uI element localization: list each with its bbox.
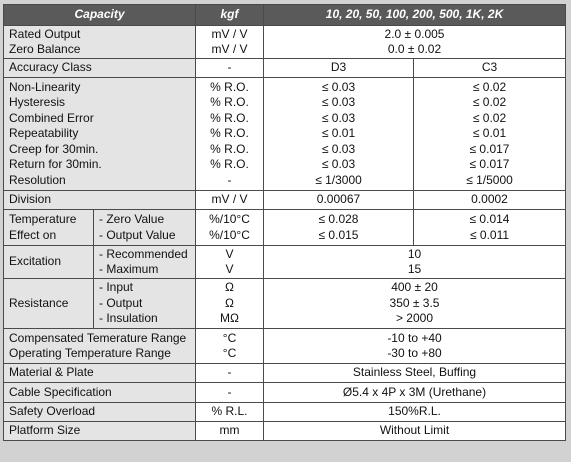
excitation-unit: V	[225, 262, 234, 276]
resistance-sub: - Output	[99, 295, 143, 310]
temprange-labels	[4, 329, 196, 364]
perf-label: Non-Linearity	[9, 80, 81, 95]
temp-c3-value: ≤ 0.014	[469, 212, 510, 227]
resistance-sub: - Input	[99, 280, 134, 295]
excitation-values	[264, 246, 566, 279]
row-temperature-range	[4, 329, 566, 364]
row-output	[4, 26, 566, 59]
resistance-unit: MΩ	[220, 311, 239, 326]
perf-c3-value: ≤ 0.017	[469, 141, 510, 156]
cable-unit: -	[196, 383, 264, 403]
perf-unit: % R.O.	[210, 157, 249, 172]
temprange-label: Compensated Temerature Range	[9, 330, 187, 345]
temprange-units	[196, 329, 264, 364]
resistance-unit: Ω	[225, 295, 234, 310]
rated-output-value: 2.0 ± 0.005	[384, 26, 445, 41]
rated-output-unit: mV / V	[211, 26, 248, 41]
platform-value: Without Limit	[264, 422, 566, 441]
division-unit: mV / V	[196, 191, 264, 210]
excitation-units	[196, 246, 264, 279]
zero-balance-value: 0.0 ± 0.02	[387, 42, 442, 56]
resistance-label: Resistance	[4, 279, 94, 329]
excitation-sub: - Recommended	[99, 246, 188, 261]
temprange-label: Operating Temperature Range	[9, 346, 171, 360]
temprange-unit: °C	[222, 330, 237, 345]
row-cable	[4, 383, 566, 403]
perf-c3-value: ≤ 0.02	[472, 110, 507, 125]
row-material	[4, 364, 566, 383]
perf-unit: % R.O.	[210, 80, 249, 95]
perf-c3-value: ≤ 1/5000	[466, 172, 513, 187]
perf-d3-value: ≤ 1/3000	[315, 172, 362, 187]
overload-label: Safety Overload	[4, 403, 196, 422]
header-capacity: Capacity	[4, 5, 196, 26]
row-overload	[4, 403, 566, 422]
overload-value: 150%R.L.	[264, 403, 566, 422]
row-performance	[4, 78, 566, 191]
temp-unit: %/10°C	[209, 227, 250, 242]
resistance-value: > 2000	[395, 311, 434, 326]
overload-unit: % R.L.	[196, 403, 264, 422]
temp-c3	[414, 210, 566, 246]
excitation-value: 10	[407, 246, 422, 261]
perf-d3-value: ≤ 0.01	[321, 126, 356, 141]
perf-label: Creep for 30min.	[9, 141, 99, 156]
rated-output-label: Rated Output	[9, 26, 81, 41]
temp-subs	[94, 210, 196, 246]
accuracy-c3: C3	[414, 59, 566, 78]
resistance-values	[264, 279, 566, 329]
perf-d3-value: ≤ 0.03	[321, 110, 356, 125]
performance-units	[196, 78, 264, 191]
zero-balance-label: Zero Balance	[9, 42, 81, 56]
perf-c3-value: ≤ 0.017	[469, 157, 510, 172]
perf-label: Repeatability	[9, 126, 79, 141]
resistance-value: 350 ± 3.5	[389, 295, 440, 310]
perf-label: Resolution	[9, 172, 66, 187]
row-platform	[4, 422, 566, 441]
performance-labels	[4, 78, 196, 191]
performance-d3	[264, 78, 414, 191]
perf-d3-value: ≤ 0.03	[321, 141, 356, 156]
accuracy-label: Accuracy Class	[4, 59, 196, 78]
row-division	[4, 191, 566, 210]
perf-unit: -	[227, 172, 232, 187]
temp-sub: - Output Value	[99, 227, 176, 242]
row-temperature-effect	[4, 210, 566, 246]
header-unit: kgf	[196, 5, 264, 26]
material-unit: -	[196, 364, 264, 383]
cable-label: Cable Specification	[4, 383, 196, 403]
perf-d3-value: ≤ 0.03	[321, 80, 356, 95]
temp-label: Effect on	[9, 227, 57, 242]
perf-label: Return for 30min.	[9, 157, 102, 172]
perf-label: Combined Error	[9, 110, 94, 125]
row-excitation	[4, 246, 566, 279]
resistance-unit: Ω	[225, 280, 234, 295]
output-units	[196, 26, 264, 59]
temp-d3-value: ≤ 0.015	[318, 227, 359, 242]
resistance-sub: - Insulation	[99, 311, 158, 326]
excitation-unit: V	[225, 246, 234, 261]
material-label: Material & Plate	[4, 364, 196, 383]
performance-c3	[414, 78, 566, 191]
temp-label: Temperature	[9, 212, 77, 227]
cable-value: Ø5.4 x 4P x 3M (Urethane)	[264, 383, 566, 403]
row-resistance	[4, 279, 566, 329]
perf-c3-value: ≤ 0.01	[472, 126, 507, 141]
output-values	[264, 26, 566, 59]
accuracy-d3: D3	[264, 59, 414, 78]
temp-unit: %/10°C	[209, 212, 250, 227]
temprange-value: -10 to +40	[387, 330, 442, 345]
temp-d3	[264, 210, 414, 246]
temp-sub: - Zero Value	[99, 212, 165, 227]
temp-c3-value: ≤ 0.011	[469, 227, 510, 242]
output-labels	[4, 26, 196, 59]
header-row	[4, 5, 566, 26]
perf-unit: % R.O.	[210, 126, 249, 141]
excitation-value: 15	[407, 262, 422, 276]
temp-d3-value: ≤ 0.028	[318, 212, 359, 227]
resistance-value: 400 ± 20	[391, 280, 438, 295]
perf-c3-value: ≤ 0.02	[472, 80, 507, 95]
temprange-values	[264, 329, 566, 364]
excitation-subs	[94, 246, 196, 279]
temp-labels	[4, 210, 94, 246]
perf-c3-value: ≤ 0.02	[472, 95, 507, 110]
platform-unit: mm	[196, 422, 264, 441]
resistance-units	[196, 279, 264, 329]
perf-unit: % R.O.	[210, 141, 249, 156]
perf-unit: % R.O.	[210, 110, 249, 125]
temprange-value: -30 to +80	[387, 346, 442, 360]
header-values: 10, 20, 50, 100, 200, 500, 1K, 2K	[264, 5, 566, 26]
perf-label: Hysteresis	[9, 95, 66, 110]
zero-balance-unit: mV / V	[211, 42, 248, 56]
temp-units	[196, 210, 264, 246]
division-c3: 0.0002	[414, 191, 566, 210]
division-label: Division	[4, 191, 196, 210]
material-value: Stainless Steel, Buffing	[264, 364, 566, 383]
spec-table	[3, 4, 566, 441]
perf-unit: % R.O.	[210, 95, 249, 110]
perf-d3-value: ≤ 0.03	[321, 95, 356, 110]
excitation-label: Excitation	[4, 246, 94, 279]
row-accuracy	[4, 59, 566, 78]
accuracy-unit: -	[196, 59, 264, 78]
excitation-sub: - Maximum	[99, 262, 159, 276]
division-d3: 0.00067	[264, 191, 414, 210]
resistance-subs	[94, 279, 196, 329]
temprange-unit: °C	[222, 346, 237, 360]
perf-d3-value: ≤ 0.03	[321, 157, 356, 172]
platform-label: Platform Size	[4, 422, 196, 441]
